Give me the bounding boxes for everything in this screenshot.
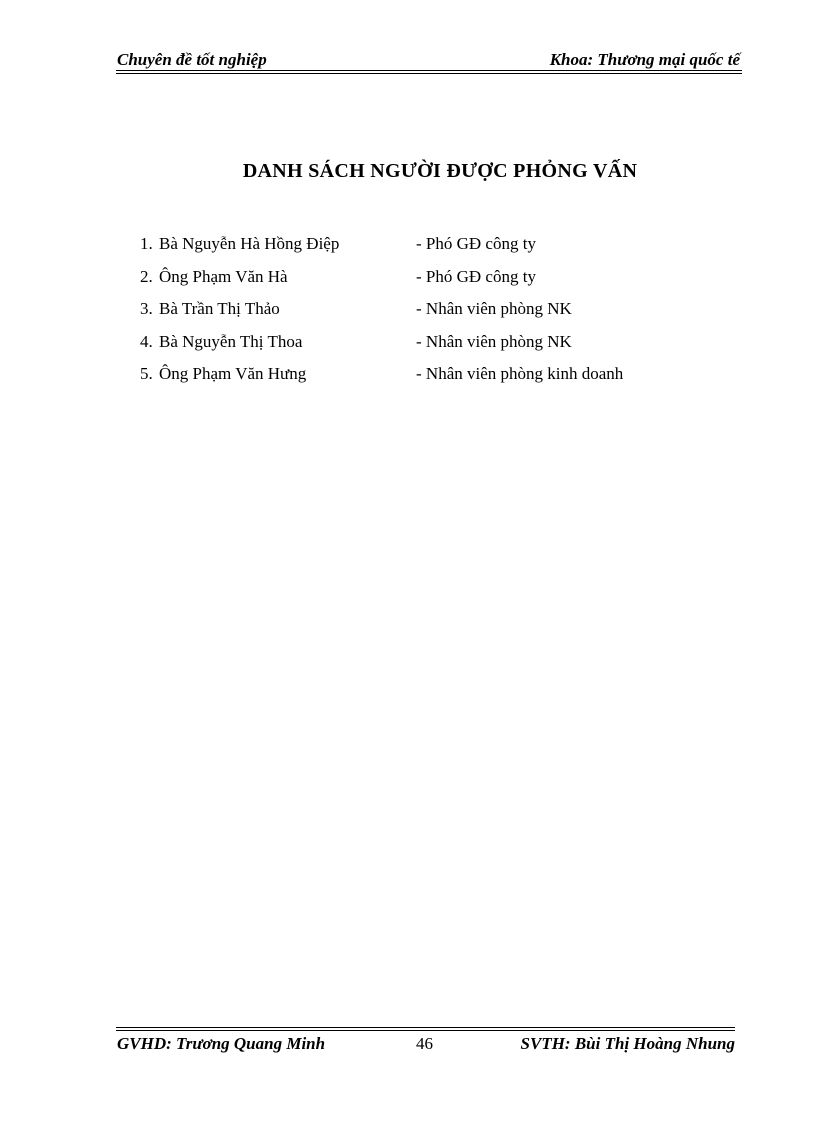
page-number: 46 [416,1034,433,1053]
list-item-name: Bà Nguyễn Thị Thoa [159,331,303,351]
list-item-name: Ông Phạm Văn Hưng [159,364,307,383]
header-rule-bottom [116,73,742,74]
page-title: DANH SÁCH NGƯỜI ĐƯỢC PHỎNG VẤN [242,160,638,182]
footer-right-text: SVTH: Bùi Thị Hoàng Nhung [520,1034,735,1053]
list-item-role: - Phó GĐ công ty [416,234,536,253]
footer-left-text: GVHD: Trương Quang Minh [117,1034,326,1053]
list-item-number: 2. [140,266,153,286]
list-item-name: Bà Trần Thị Thảo [159,299,280,318]
list-item-number: 4. [140,331,153,351]
header-left-text: Chuyên đề tốt nghiệp [117,50,267,69]
list-item-role: - Nhân viên phòng NK [416,299,572,318]
header-rule-top [116,70,742,71]
list-item-number: 1. [140,234,153,253]
footer-rule-bottom [116,1030,735,1031]
list-item-number: 5. [140,364,153,383]
header-right-text: Khoa: Thương mại quốc tế [549,50,740,69]
list-item-role: - Phó GĐ công ty [416,266,536,286]
list-item-role: - Nhân viên phòng kinh doanh [416,364,624,383]
footer-rule-top [116,1027,735,1028]
list-item-number: 3. [140,299,153,318]
list-item-name: Ông Phạm Văn Hà [159,266,288,286]
list-item-role: - Nhân viên phòng NK [416,331,572,351]
list-item-name: Bà Nguyễn Hà Hồng Điệp [159,234,340,253]
